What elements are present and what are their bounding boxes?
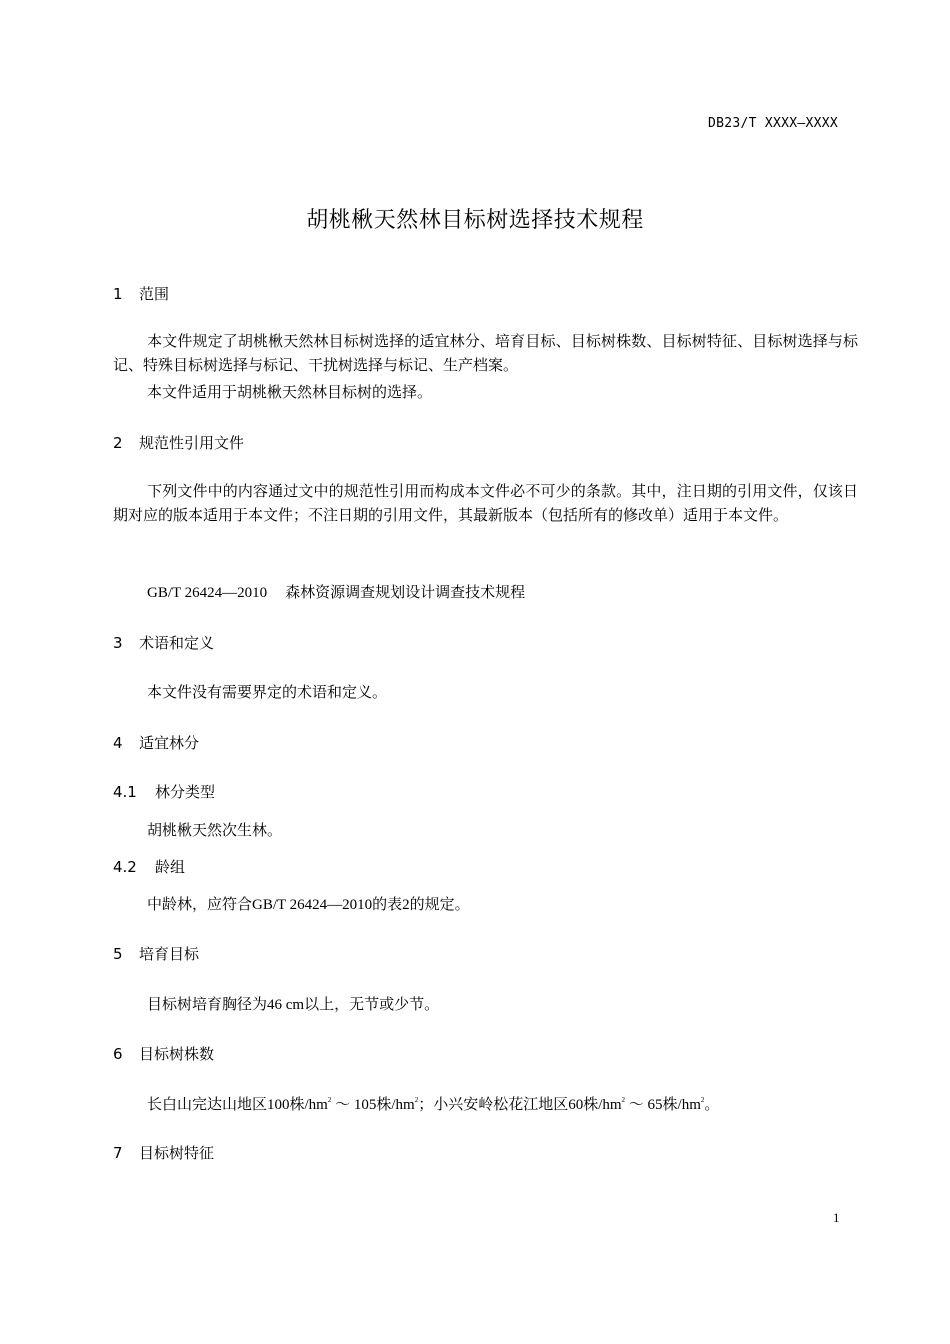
- density-text: ～ 105株/hm: [331, 1097, 415, 1113]
- paragraph-text: 本文件规定了胡桃楸天然林目标树选择的适宜林分、培育目标、目标树株数、目标树特征、目标树选择与标记、特殊目标树选择与标记、干扰树选择与标记、生产档案。: [113, 334, 858, 374]
- superscript: 2: [621, 1096, 626, 1104]
- reference-code: GB/T 26424—2010: [147, 585, 268, 601]
- section-number: 2: [113, 434, 123, 452]
- section-3-paragraph-1: 本文件没有需要界定的术语和定义。: [147, 685, 388, 701]
- section-1-heading: [113, 283, 169, 304]
- section-2-paragraph-1: [113, 480, 858, 528]
- paragraph-text: 本文件适用于胡桃楸天然林目标树的选择。: [147, 385, 433, 401]
- section-number: 4: [113, 734, 123, 752]
- density-text: 长白山完达山地区100株/hm: [147, 1097, 328, 1113]
- subsection-4-1-text: 胡桃楸天然次生林。: [147, 823, 283, 839]
- document-code: DB23/T XXXX—XXXX: [708, 116, 839, 131]
- section-4-heading: [113, 732, 199, 753]
- section-title: 规范性引用文件: [139, 434, 245, 452]
- section-number: 5: [113, 945, 123, 963]
- subsection-number: 4.2: [113, 858, 137, 876]
- density-text: ～ 65株/hm: [625, 1097, 701, 1113]
- paragraph-text: 下列文件中的内容通过文中的规范性引用而构成本文件必不可少的条款。其中，注日期的引用文件，仅该日期对应的版本适用于本文件；不注日期的引用文件，其最新版本（包括所有的修改单）适用于本文件。: [113, 484, 858, 524]
- section-title: 范围: [139, 285, 170, 303]
- subsection-title: 林分类型: [155, 783, 216, 801]
- section-title: 目标树株数: [139, 1045, 215, 1063]
- superscript: 2: [700, 1096, 705, 1104]
- section-1-paragraph-2: [113, 381, 858, 405]
- normative-reference: [147, 581, 525, 602]
- subsection-4-2-text: 中龄林，应符合GB/T 26424—2010的表2的规定。: [147, 897, 470, 913]
- section-number: 6: [113, 1045, 123, 1063]
- section-title: 术语和定义: [139, 634, 215, 652]
- section-1-paragraph-1: [113, 330, 858, 378]
- section-6-heading: [113, 1043, 214, 1064]
- subsection-title: 龄组: [155, 858, 186, 876]
- section-number: 3: [113, 634, 123, 652]
- section-title: 培育目标: [139, 945, 200, 963]
- density-text: ；小兴安岭松花江地区60株/hm: [418, 1097, 622, 1113]
- section-5-heading: [113, 943, 199, 964]
- section-2-heading: [113, 432, 244, 453]
- section-title: 适宜林分: [139, 734, 200, 752]
- section-title: 目标树特征: [139, 1144, 215, 1162]
- subsection-4-1-heading: [113, 781, 215, 802]
- section-7-heading: [113, 1142, 214, 1163]
- density-text: 。: [704, 1097, 720, 1113]
- reference-title: 森林资源调查规划设计调查技术规程: [285, 585, 526, 601]
- section-6-paragraph-1: [147, 1093, 719, 1114]
- section-3-heading: [113, 632, 214, 653]
- section-number: 7: [113, 1144, 123, 1162]
- section-5-paragraph-1: 目标树培育胸径为46 cm以上，无节或少节。: [147, 997, 440, 1013]
- superscript: 2: [414, 1096, 419, 1104]
- document-title: 胡桃楸天然林目标树选择技术规程: [306, 208, 644, 233]
- subsection-4-2-heading: [113, 856, 185, 877]
- superscript: 2: [327, 1096, 332, 1104]
- section-number: 1: [113, 285, 123, 303]
- subsection-number: 4.1: [113, 783, 137, 801]
- page-number: 1: [833, 1210, 840, 1225]
